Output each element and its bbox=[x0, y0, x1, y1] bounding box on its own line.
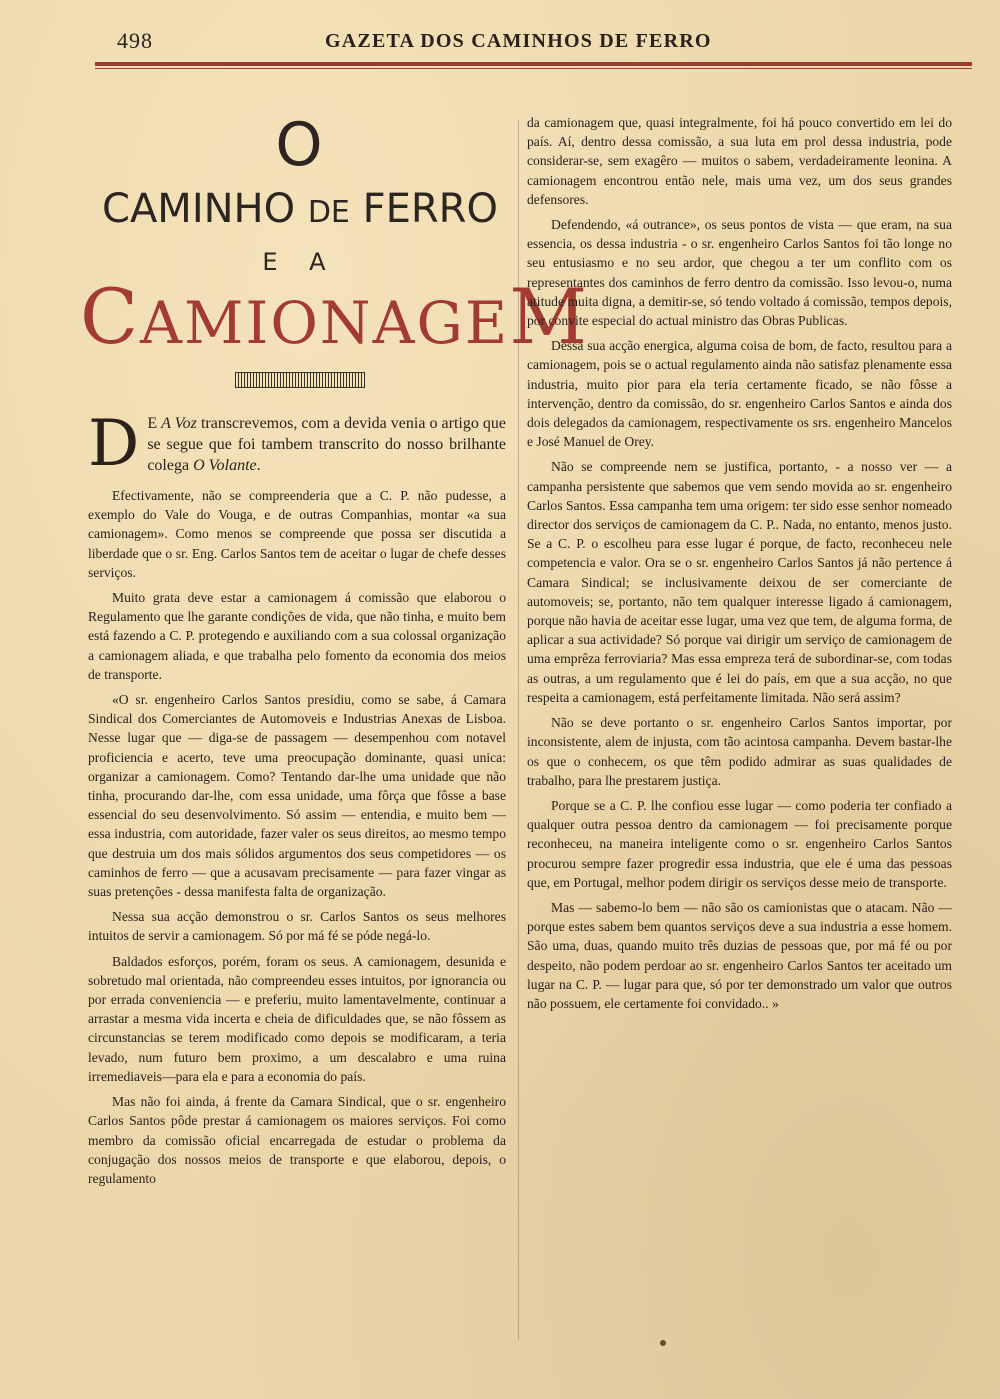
title-word-ferro: FERRO bbox=[362, 186, 498, 232]
paragraph: Mas não foi ainda, á frente da Camara Sindical, que o sr. engenheiro Carlos Santos pôde prestar á camionagem os maiores serviços. Foi como membro da comissão oficial encarregada de estudar o problema da conjugação dos nossos meios de transporte e que elaborou, depois, o regulamento bbox=[88, 1094, 506, 1186]
header-rule bbox=[95, 62, 972, 66]
paragraph: da camionagem que, quasi integralmente, foi há pouco convertido em lei do país. Aí, dentro dessa comissão, a sua luta em prol dessa industria, pode considerar-se, sem exagêro — muitos o sabem, verdadeiramente leonina. A camionagem encontrou então nele, mais uma vez, um dos seus grandes defensores. bbox=[527, 115, 952, 207]
paragraph: «O sr. engenheiro Carlos Santos presidiu, como se sabe, á Camara Sindical dos Comerciantes de Automoveis e Industrias Anexas de Lisboa. Nesse lugar que — diga-se de passagem — desempenhou com notavel proficiencia e acerto, teve uma preocupação dominante, quasi unica: organizar a camionagem. Como? Tentando dar-lhe uma unidade que não tinha, procurando dar-lhe, com essa unidade, uma fôrça que fôsse a base essencial do seu desenvolvimento. Só assim — entendia, e muito bem — essa industria, com autoridade, fazer valer os seus direitos, ao mesmo tempo que destruia um dos mais sólidos argumentos dos seus competidores — os caminhos de ferro — que a acusavam precisamente — para fazer vingar as suas pretenções - dessa manifesta falta de organização. bbox=[88, 692, 506, 900]
intro-text-a: E bbox=[147, 415, 162, 432]
intro-paragraph bbox=[88, 407, 507, 481]
paragraph: Baldados esforços, porém, foram os seus. A camionagem, desunida e sobretudo mal orientada, não compreendeu esses intuitos, por ignorancia ou por errada conveniencia — e preferiu, muito lamentavelmente, continuar a arrastar a mesma vida incerta e cheia de dificuldades que, se não fôssem as circunstancias se terem modificado como depois se modificaram, a teria levado, num futuro bem proximo, a um descalabro e uma ruina irremediaveis—para ela e para a economia do país. bbox=[88, 953, 506, 1084]
paragraph: Mas — sabemo-lo bem — não são os camionistas que o atacam. Não — porque estes sabem bem quantos serviços deve a sua industria a esse homem. São uma, duas, quando muito três duzias de pessoas que, por má fé ou por despeito, não podem perdoar ao sr. engenheiro Carlos Santos ter aceitado um lugar na C. P. — lugar para que, só por ter demonstrado um valor que outros não possuem, ele certamente foi convidado.. » bbox=[527, 899, 952, 1011]
title-line-3: E A bbox=[262, 248, 338, 276]
title-word-caminho: CAMINHO bbox=[102, 186, 296, 232]
header-rule-thin bbox=[95, 68, 972, 69]
page-header bbox=[95, 28, 970, 58]
intro-italic-b: O Volante bbox=[193, 457, 257, 474]
title-ornament bbox=[235, 372, 365, 388]
paragraph: Defendendo, «á outrance», os seus pontos de vista — que eram, na sua essencia, os dessa industria - o sr. engenheiro Carlos Santos foi tão longe no seu entusiasmo e no seu ardor, que chegou a ter um conflito com os representantes dos caminhos de ferro dentro da comissão. Isso levou-o, numa atitude muita digna, a demitir-se, só tendo voltado á comissão, tempos depois, por convite especial do actual ministro das Obras Publicas. bbox=[527, 217, 952, 329]
column-divider bbox=[518, 120, 519, 1340]
paragraph: Nessa sua acção demonstrou o sr. Carlos Santos os seus melhores intuitos de servir a camionagem. Só por má fé se póde negá-lo. bbox=[88, 909, 506, 944]
paragraph: Muito grata deve estar a camionagem á comissão que elaborou o Regulamento que lhe garante condições de vida, que não tinha, e muito bem está fazendo a C. P. protegendo e auxiliando com a sua colossal organização a camionagem aliada, e que trabalha pelo fomento da economia dos meios de transporte. bbox=[88, 590, 506, 682]
paragraph: Não se compreende nem se justifica, portanto, - a nosso ver — a campanha persistente que sabemos que vem sendo movida ao sr. engenheiro Carlos Santos. Essa campanha tem uma origem: ter sido esse senhor nomeado director dos serviços de camionagem da C. P.. Nada, no entanto, menos justo. Se a C. P. o escolheu para esse lugar é porque, de facto, reconheceu nele competencia e valor. Ora se o sr. engenheiro Carlos Santos já não pertence á Camara Sindical; se inclusivamente deixou de ser comerciante de automoveis; se, portanto, não tem qualquer interesse ligado á camionagem, porque não havia de aceitar esse lugar, uma vez que tem, de alguma forma, de aplicar a sua actividade? Só porque vai dirigir um serviço de camionagem de uma emprêza ferroviaria? Mas essa empreza terá de subordinar-se, com todas as outras, a um regulamento que é lei do país, em que a sua acção, no que respeita a camionagem, está perfeitamente limitada. Não será assim? bbox=[527, 459, 952, 705]
intro-italic-a: A Voz bbox=[161, 415, 197, 432]
intro-text-c: . bbox=[256, 457, 261, 474]
paragraph: Dessa sua acção energica, alguma coisa de bom, de facto, resultou para a camionagem, pois se o actual regulamento ainda não satisfaz plenamente essa industria, muito pior para ela teria certamente ficado, se não fôsse a intervenção, dentro da comissão, do sr. engenheiro Carlos Santos e ainda dos dois delegados da camionagem, respectivamente os srs. engenheiro Mancelos e José Manuel de Orey. bbox=[527, 338, 952, 450]
intro-text-b: transcrevemos, com a devida venia o artigo que se segue que foi tambem transcrito do nosso brilhante colega bbox=[147, 415, 507, 474]
left-column bbox=[88, 407, 507, 1194]
right-column bbox=[527, 113, 952, 1019]
title-line-1: O bbox=[275, 110, 325, 180]
drop-cap: D bbox=[88, 407, 140, 481]
paragraph: Porque se a C. P. lhe confiou esse lugar — como poderia ter confiado a qualquer outra pessoa dentro da camionagem — foi precisamente porque reconheceu, na maneira inteligente como o sr. engenheiro Carlos Santos procurou sempre fazer progredir essa industria, que ele é uma das pessoas que, em Portugal, melhor podem dirigir os serviços desse meio de transporte. bbox=[527, 797, 952, 890]
title-line-4 bbox=[80, 272, 590, 361]
journal-title: GAZETA DOS CAMINHOS DE FERRO bbox=[325, 30, 712, 52]
article-title bbox=[80, 110, 590, 388]
title-mid: AMIONAGE bbox=[140, 289, 510, 357]
title-line-2 bbox=[80, 184, 520, 238]
title-cap-last: M bbox=[509, 272, 590, 361]
title-word-de: DE bbox=[307, 195, 350, 230]
page-number: 498 bbox=[117, 28, 153, 53]
ink-spot bbox=[660, 1340, 666, 1346]
title-cap-first: C bbox=[80, 272, 141, 361]
paragraph: Não se deve portanto o sr. engenheiro Carlos Santos importar, por inconsistente, alem de injusta, com tão acintosa campanha. Devem bastar-lhe os que o conhecem, os que têm podido admirar as suas qualidades de trabalho, para lhe prestarem justiça. bbox=[527, 715, 952, 788]
paragraph: Efectivamente, não se compreenderia que a C. P. não pudesse, a exemplo do Vale do Vouga, e de outras Companhias, montar «a sua camionagem». Como menos se compreende que possa ser discutida a liberdade que o sr. Eng. Carlos Santos tem de aceitar o lugar de chefe desses serviços. bbox=[88, 488, 506, 580]
